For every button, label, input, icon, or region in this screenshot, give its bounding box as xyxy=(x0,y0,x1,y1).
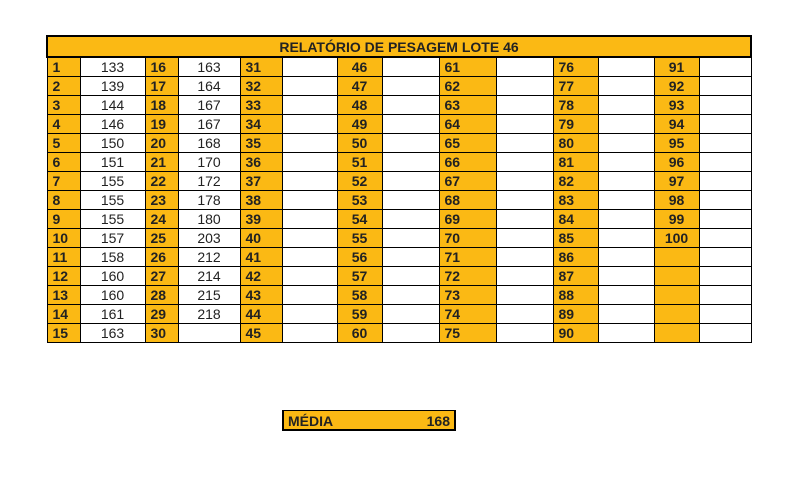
entry-number: 58 xyxy=(337,286,382,305)
weight-value: 158 xyxy=(80,248,145,267)
weight-value xyxy=(496,324,553,343)
weight-value xyxy=(178,324,240,343)
weight-value xyxy=(699,324,751,343)
entry-number: 95 xyxy=(654,134,699,153)
entry-number: 53 xyxy=(337,191,382,210)
weight-value: 215 xyxy=(178,286,240,305)
entry-number: 67 xyxy=(439,172,496,191)
entry-number xyxy=(654,305,699,324)
entry-number: 75 xyxy=(439,324,496,343)
weight-value xyxy=(282,77,337,96)
entry-number: 49 xyxy=(337,115,382,134)
weight-value xyxy=(496,153,553,172)
entry-number: 21 xyxy=(145,153,178,172)
weight-value xyxy=(496,286,553,305)
weight-value xyxy=(282,248,337,267)
entry-number: 19 xyxy=(145,115,178,134)
entry-number: 94 xyxy=(654,115,699,134)
table-row xyxy=(47,134,751,153)
weight-value xyxy=(598,324,654,343)
entry-number xyxy=(654,286,699,305)
weight-value xyxy=(382,210,439,229)
entry-number: 39 xyxy=(240,210,282,229)
entry-number: 77 xyxy=(553,77,598,96)
weight-value xyxy=(382,172,439,191)
entry-number: 84 xyxy=(553,210,598,229)
weight-value xyxy=(282,305,337,324)
weight-value: 160 xyxy=(80,267,145,286)
entry-number: 91 xyxy=(654,57,699,77)
entry-number: 66 xyxy=(439,153,496,172)
weight-value: 151 xyxy=(80,153,145,172)
weight-value: 180 xyxy=(178,210,240,229)
entry-number: 25 xyxy=(145,229,178,248)
weight-value xyxy=(699,305,751,324)
entry-number: 5 xyxy=(47,134,80,153)
entry-number: 99 xyxy=(654,210,699,229)
entry-number: 46 xyxy=(337,57,382,77)
entry-number: 96 xyxy=(654,153,699,172)
weight-value: 155 xyxy=(80,172,145,191)
table-row xyxy=(47,77,751,96)
weight-value: 172 xyxy=(178,172,240,191)
weight-value xyxy=(496,305,553,324)
entry-number: 98 xyxy=(654,191,699,210)
title-row xyxy=(47,36,751,57)
entry-number: 33 xyxy=(240,96,282,115)
entry-number: 90 xyxy=(553,324,598,343)
entry-number: 86 xyxy=(553,248,598,267)
average-label: MÉDIA xyxy=(288,413,334,429)
entry-number: 57 xyxy=(337,267,382,286)
entry-number: 27 xyxy=(145,267,178,286)
entry-number: 18 xyxy=(145,96,178,115)
entry-number: 32 xyxy=(240,77,282,96)
weight-value xyxy=(699,115,751,134)
weight-value xyxy=(282,115,337,134)
weight-value xyxy=(496,96,553,115)
weight-value: 164 xyxy=(178,77,240,96)
weight-value xyxy=(699,77,751,96)
entry-number: 17 xyxy=(145,77,178,96)
entry-number: 56 xyxy=(337,248,382,267)
entry-number: 51 xyxy=(337,153,382,172)
table-row xyxy=(47,305,751,324)
entry-number: 74 xyxy=(439,305,496,324)
entry-number: 36 xyxy=(240,153,282,172)
entry-number: 70 xyxy=(439,229,496,248)
weight-value xyxy=(598,267,654,286)
weight-value xyxy=(282,210,337,229)
weighing-report-table xyxy=(46,35,752,343)
weight-value xyxy=(598,229,654,248)
table-row xyxy=(47,286,751,305)
table-row xyxy=(47,115,751,134)
weight-value xyxy=(382,305,439,324)
entry-number: 7 xyxy=(47,172,80,191)
entry-number: 85 xyxy=(553,229,598,248)
weight-value: 155 xyxy=(80,210,145,229)
entry-number: 65 xyxy=(439,134,496,153)
weight-value xyxy=(598,305,654,324)
weight-value xyxy=(496,248,553,267)
weight-value xyxy=(496,191,553,210)
average-box xyxy=(282,410,456,431)
weight-value xyxy=(699,267,751,286)
entry-number: 73 xyxy=(439,286,496,305)
entry-number: 62 xyxy=(439,77,496,96)
weight-value xyxy=(382,77,439,96)
weight-value: 155 xyxy=(80,191,145,210)
table-row xyxy=(47,191,751,210)
entry-number: 50 xyxy=(337,134,382,153)
entry-number: 47 xyxy=(337,77,382,96)
entry-number: 12 xyxy=(47,267,80,286)
entry-number: 76 xyxy=(553,57,598,77)
entry-number xyxy=(654,267,699,286)
entry-number xyxy=(654,324,699,343)
weight-value xyxy=(699,57,751,77)
entry-number: 55 xyxy=(337,229,382,248)
report-title: RELATÓRIO DE PESAGEM LOTE 46 xyxy=(47,36,751,57)
entry-number: 22 xyxy=(145,172,178,191)
weight-value xyxy=(496,210,553,229)
entry-number: 2 xyxy=(47,77,80,96)
weight-value xyxy=(598,248,654,267)
entry-number: 81 xyxy=(553,153,598,172)
entry-number: 20 xyxy=(145,134,178,153)
entry-number: 30 xyxy=(145,324,178,343)
entry-number: 83 xyxy=(553,191,598,210)
weight-value xyxy=(699,191,751,210)
table-row xyxy=(47,248,751,267)
entry-number: 63 xyxy=(439,96,496,115)
weight-value xyxy=(282,172,337,191)
weight-value xyxy=(282,57,337,77)
weight-value xyxy=(598,96,654,115)
weight-value: 139 xyxy=(80,77,145,96)
table-row xyxy=(47,210,751,229)
weight-value xyxy=(699,229,751,248)
table-row xyxy=(47,153,751,172)
entry-number: 37 xyxy=(240,172,282,191)
entry-number: 28 xyxy=(145,286,178,305)
entry-number: 9 xyxy=(47,210,80,229)
entry-number: 72 xyxy=(439,267,496,286)
entry-number: 29 xyxy=(145,305,178,324)
weight-value: 167 xyxy=(178,115,240,134)
weight-value xyxy=(598,153,654,172)
entry-number: 4 xyxy=(47,115,80,134)
table-row xyxy=(47,57,751,77)
entry-number: 35 xyxy=(240,134,282,153)
entry-number: 38 xyxy=(240,191,282,210)
weight-value xyxy=(382,153,439,172)
weight-value xyxy=(598,210,654,229)
entry-number: 52 xyxy=(337,172,382,191)
entry-number: 68 xyxy=(439,191,496,210)
entry-number: 64 xyxy=(439,115,496,134)
entry-number: 31 xyxy=(240,57,282,77)
entry-number: 69 xyxy=(439,210,496,229)
weight-value xyxy=(282,286,337,305)
entry-number: 82 xyxy=(553,172,598,191)
weight-value xyxy=(496,77,553,96)
weight-value xyxy=(382,229,439,248)
weight-value xyxy=(598,286,654,305)
weight-value xyxy=(699,286,751,305)
entry-number: 78 xyxy=(553,96,598,115)
weight-value: 212 xyxy=(178,248,240,267)
weight-value: 168 xyxy=(178,134,240,153)
weight-value xyxy=(598,172,654,191)
weight-value xyxy=(282,324,337,343)
entry-number: 79 xyxy=(553,115,598,134)
weight-value xyxy=(496,115,553,134)
entry-number xyxy=(654,248,699,267)
weight-value: 214 xyxy=(178,267,240,286)
entry-number: 59 xyxy=(337,305,382,324)
weight-value xyxy=(282,229,337,248)
entry-number: 10 xyxy=(47,229,80,248)
weight-value xyxy=(382,96,439,115)
weight-value: 133 xyxy=(80,57,145,77)
entry-number: 26 xyxy=(145,248,178,267)
entry-number: 45 xyxy=(240,324,282,343)
weight-value: 178 xyxy=(178,191,240,210)
weight-value xyxy=(382,286,439,305)
entry-number: 60 xyxy=(337,324,382,343)
table-row xyxy=(47,324,751,343)
weight-value xyxy=(382,248,439,267)
weight-value: 170 xyxy=(178,153,240,172)
weight-value xyxy=(598,115,654,134)
table-row xyxy=(47,172,751,191)
table-row xyxy=(47,229,751,248)
weight-value xyxy=(699,96,751,115)
weight-value xyxy=(699,153,751,172)
entry-number: 6 xyxy=(47,153,80,172)
weight-value xyxy=(598,191,654,210)
entry-number: 92 xyxy=(654,77,699,96)
entry-number: 93 xyxy=(654,96,699,115)
weight-value xyxy=(382,134,439,153)
weight-value: 163 xyxy=(178,57,240,77)
entry-number: 16 xyxy=(145,57,178,77)
weight-value xyxy=(282,134,337,153)
entry-number: 42 xyxy=(240,267,282,286)
weight-value xyxy=(496,267,553,286)
weight-value: 161 xyxy=(80,305,145,324)
weight-value xyxy=(382,115,439,134)
entry-number: 80 xyxy=(553,134,598,153)
weight-value xyxy=(282,191,337,210)
entry-number: 24 xyxy=(145,210,178,229)
weight-value xyxy=(598,57,654,77)
weight-value: 218 xyxy=(178,305,240,324)
weight-value xyxy=(282,267,337,286)
weight-value: 146 xyxy=(80,115,145,134)
weight-value xyxy=(496,134,553,153)
entry-number: 11 xyxy=(47,248,80,267)
weight-value xyxy=(699,210,751,229)
weight-value xyxy=(382,324,439,343)
table-row xyxy=(47,267,751,286)
entry-number: 43 xyxy=(240,286,282,305)
weight-value xyxy=(282,96,337,115)
entry-number: 100 xyxy=(654,229,699,248)
entry-number: 44 xyxy=(240,305,282,324)
entry-number: 54 xyxy=(337,210,382,229)
entry-number: 15 xyxy=(47,324,80,343)
table-row xyxy=(47,96,751,115)
entry-number: 97 xyxy=(654,172,699,191)
entry-number: 1 xyxy=(47,57,80,77)
weight-value xyxy=(496,57,553,77)
entry-number: 34 xyxy=(240,115,282,134)
entry-number: 13 xyxy=(47,286,80,305)
weight-value: 163 xyxy=(80,324,145,343)
weight-value xyxy=(598,77,654,96)
entry-number: 41 xyxy=(240,248,282,267)
weight-value xyxy=(699,172,751,191)
weight-value: 203 xyxy=(178,229,240,248)
weight-value xyxy=(699,248,751,267)
weight-value xyxy=(496,172,553,191)
entry-number: 8 xyxy=(47,191,80,210)
weight-value xyxy=(382,57,439,77)
weight-value: 150 xyxy=(80,134,145,153)
weight-value: 144 xyxy=(80,96,145,115)
entry-number: 23 xyxy=(145,191,178,210)
entry-number: 88 xyxy=(553,286,598,305)
weight-value xyxy=(598,134,654,153)
weight-value: 160 xyxy=(80,286,145,305)
entry-number: 61 xyxy=(439,57,496,77)
weight-value xyxy=(382,191,439,210)
weight-value: 167 xyxy=(178,96,240,115)
average-value: 168 xyxy=(426,413,450,429)
weight-value xyxy=(282,153,337,172)
weight-value xyxy=(699,134,751,153)
entry-number: 71 xyxy=(439,248,496,267)
entry-number: 40 xyxy=(240,229,282,248)
entry-number: 3 xyxy=(47,96,80,115)
entry-number: 14 xyxy=(47,305,80,324)
entry-number: 89 xyxy=(553,305,598,324)
weight-value xyxy=(496,229,553,248)
entry-number: 87 xyxy=(553,267,598,286)
weight-value: 157 xyxy=(80,229,145,248)
weight-value xyxy=(382,267,439,286)
entry-number: 48 xyxy=(337,96,382,115)
